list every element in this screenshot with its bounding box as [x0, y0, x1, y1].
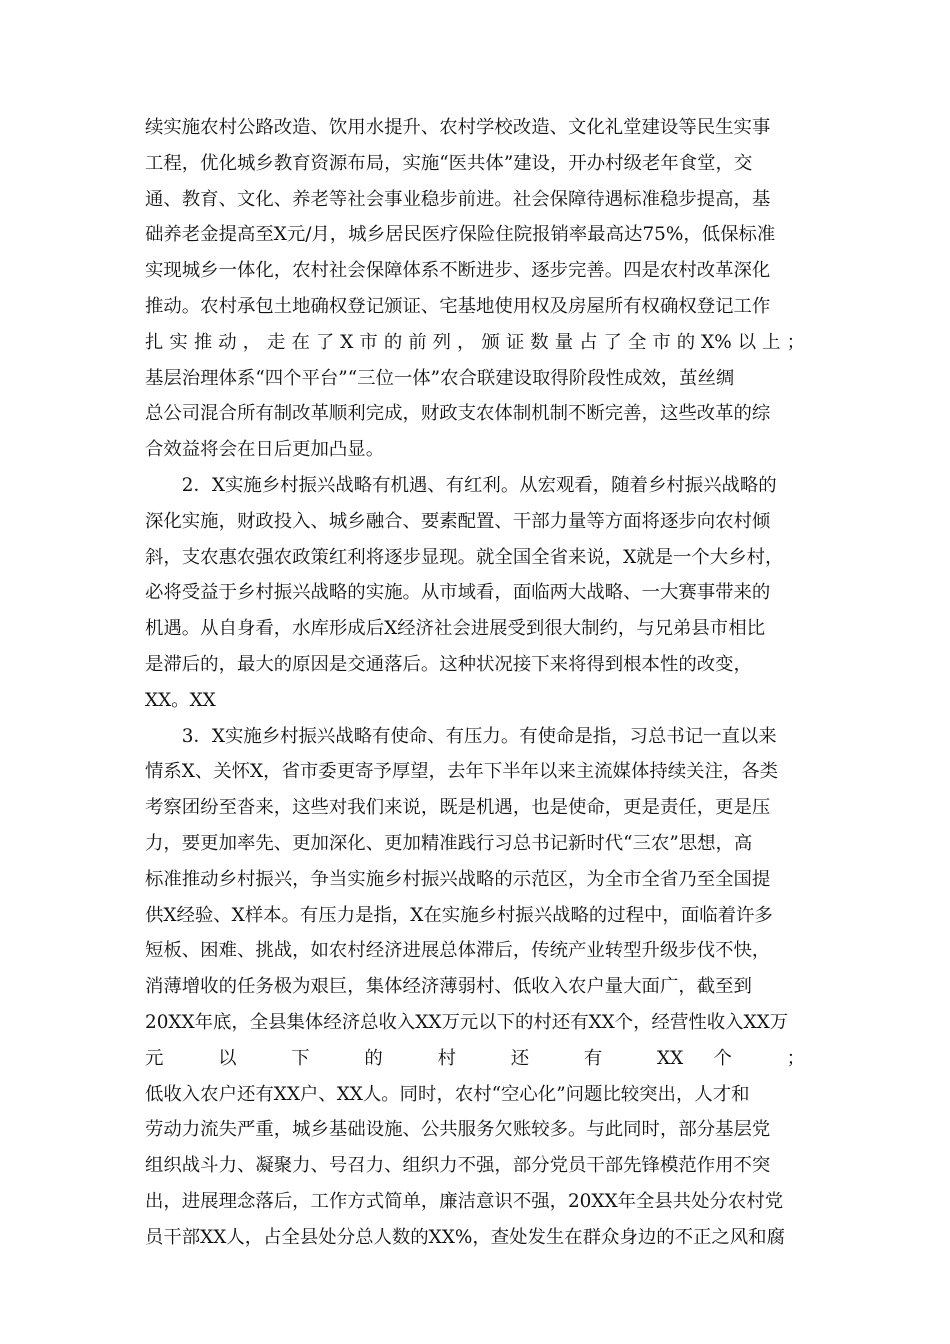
text-line: 础养老金提高至X元/月，城乡居民医疗保险住院报销率最高达75%，低保标准 — [145, 224, 776, 246]
text-line: 续实施农村公路改造、饮用水提升、农村学校改造、文化礼堂建设等民生实事 — [145, 117, 771, 138]
text-line: 斜，支农惠农强农政策红利将逐步显现。就全国全省来说，X就是一个大乡村， — [145, 546, 784, 568]
text-line: 实现城乡一体化，农村社会保障体系不断进步、逐步完善。四是农村改革深化 — [145, 260, 771, 282]
text-line: 供X经验、X样本。有压力是指，X在实施乡村振兴战略的过程中，面临着许多 — [145, 904, 773, 926]
text-line: 是滞后的，最大的原因是交通落后。这种状况接下来将得到根本性的改变， — [145, 653, 752, 675]
paragraph-3-start: 3．X实施乡村振兴战略有使命、有压力。有使命是指，习总书记一直以来 — [145, 725, 777, 747]
text-line: 标准推动乡村振兴，争当实施乡村振兴战略的示范区，为全市全省乃至全国提 — [145, 868, 771, 890]
text-line: 力，要更加率先、更加深化、更加精准践行习总书记新时代“三农”思想，高 — [145, 832, 753, 854]
text-line: 机遇。从自身看，水库形成后X经济社会进展受到很大制约，与兄弟县市相比 — [145, 618, 765, 640]
text-line: 推动。农村承包土地确权登记颁证、宅基地使用权及房屋所有权确权登记工作 — [145, 295, 771, 317]
text-line: 工程，优化城乡教育资源布局，实施“医共体”建设，开办村级老年食堂，交 — [145, 152, 753, 174]
text-line: 元 以 下 的 村 还 有 XX 个 ； — [145, 1047, 805, 1069]
text-line: 情系X、关怀X，省市委更寄予厚望，去年下半年以来主流媒体持续关注，各类 — [145, 761, 779, 783]
text-line: 劳动力流失严重，城乡基础设施、公共服务欠账较多。与此同时，部分基层党 — [145, 1119, 771, 1141]
body-text — [145, 110, 805, 1256]
text-line: 出，进展理念落后，工作方式简单，廉洁意识不强，20XX年全县共处分农村党 — [145, 1190, 784, 1212]
text-line: 扎实推动，走在了X市的前列，颁证数量占了全市的X%以上； — [145, 331, 805, 353]
text-line: 基层治理体系“四个平台”“三位一体”农合联建设取得阶段性成效，茧丝绸 — [145, 367, 735, 389]
text-line: 组织战斗力、凝聚力、号召力、组织力不强，部分党员干部先锋模范作用不突 — [145, 1155, 771, 1177]
text-line: 20XX年底，全县集体经济总收入XX万元以下的村还有XX个，经营性收入XX万 — [145, 1011, 789, 1033]
text-line: 员干部XX人，占全县处分总人数的XX%，查处发生在群众身边的不正之风和腐 — [145, 1226, 785, 1248]
text-line: 通、教育、文化、养老等社会事业稳步前进。社会保障待遇标准稳步提高，基 — [145, 188, 771, 210]
paragraph-2-start: 2．X实施乡村振兴战略有机遇、有红利。从宏观看，随着乡村振兴战略的 — [145, 474, 777, 496]
text-line: XX。XX — [145, 689, 216, 711]
text-line: 短板、困难、挑战，如农村经济进展总体滞后，传统产业转型升级步伐不快， — [145, 940, 771, 962]
text-line: 低收入农户还有XX户、XX人。同时，农村“空心化”问题比较突出，人才和 — [145, 1083, 750, 1105]
text-line: 必将受益于乡村振兴战略的实施。从市域看，面临两大战略、一大赛事带来的 — [145, 582, 771, 604]
text-line: 总公司混合所有制改革顺利完成，财政支农体制机制不断完善，这些改革的综 — [145, 403, 771, 425]
text-line: 考察团纷至沓来，这些对我们来说，既是机遇，也是使命，更是责任，更是压 — [145, 797, 771, 819]
text-line: 深化实施，财政投入、城乡融合、要素配置、干部力量等方面将逐步向农村倾 — [145, 510, 771, 532]
text-line: 消薄增收的任务极为艰巨，集体经济薄弱村、低收入农户量大面广，截至到 — [145, 976, 752, 998]
text-line: 合效益将会在日后更加凸显。 — [145, 439, 385, 461]
